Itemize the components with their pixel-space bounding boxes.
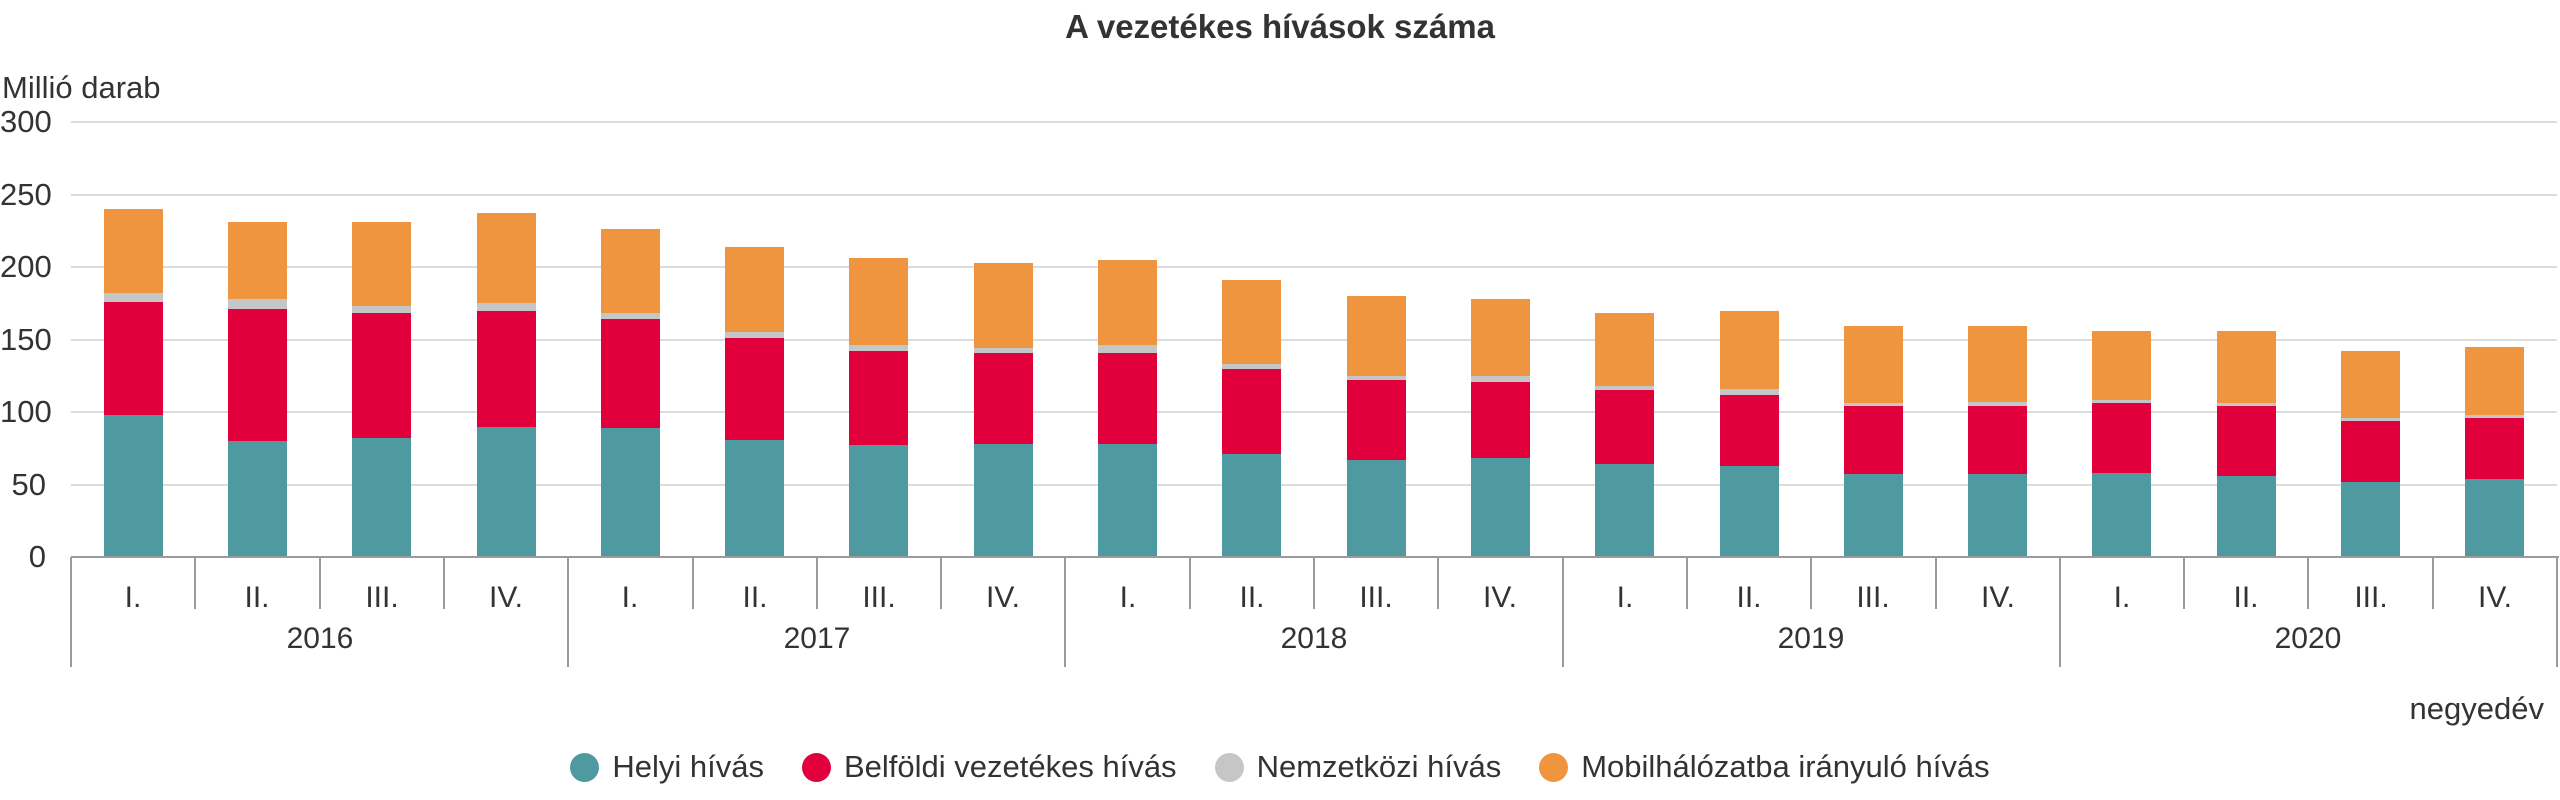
bar-segment-belfoldi-vezetekes-hivas <box>1844 406 1903 474</box>
y-tick-label: 200 <box>0 249 52 284</box>
bar-segment-belfoldi-vezetekes-hivas <box>1720 395 1779 466</box>
bar-segment-belfoldi-vezetekes-hivas <box>104 302 163 415</box>
bar-segment-helyi-hivas <box>1222 454 1281 557</box>
bar-segment-mobilhalozatba-iranyulo-hivas <box>1347 296 1406 376</box>
bar-segment-nemzetkozi-hivas <box>601 313 660 319</box>
x-tick-label-quarter: III. <box>1359 581 1393 614</box>
bar-segment-helyi-hivas <box>104 415 163 557</box>
bar-segment-helyi-hivas <box>352 438 411 557</box>
legend-swatch-icon <box>1215 753 1244 782</box>
y-tick-label: 50 <box>11 467 46 502</box>
bar-segment-helyi-hivas <box>1720 466 1779 557</box>
x-tick-label-year: 2020 <box>2274 622 2342 655</box>
x-tick-label-year: 2018 <box>1280 622 1348 655</box>
x-tick-label-quarter: IV. <box>489 581 523 614</box>
bar-segment-helyi-hivas <box>477 427 536 557</box>
bar-segment-helyi-hivas <box>228 441 287 557</box>
bar-segment-belfoldi-vezetekes-hivas <box>228 309 287 441</box>
bar-segment-helyi-hivas <box>1471 458 1530 557</box>
bar-segment-mobilhalozatba-iranyulo-hivas <box>352 222 411 306</box>
y-axis-unit-label: Millió darab <box>2 70 161 105</box>
bar-segment-belfoldi-vezetekes-hivas <box>1595 390 1654 464</box>
bar-segment-helyi-hivas <box>601 428 660 557</box>
x-tick-label-year: 2017 <box>783 622 851 655</box>
bar-segment-helyi-hivas <box>1844 474 1903 557</box>
bar-segment-mobilhalozatba-iranyulo-hivas <box>974 263 1033 348</box>
x-tick-label-year: 2019 <box>1777 622 1845 655</box>
bar-segment-helyi-hivas <box>2341 482 2400 557</box>
chart-title: A vezetékes hívások száma <box>1065 8 1495 45</box>
legend-label: Mobilhálózatba irányuló hívás <box>1581 749 1990 784</box>
x-tick-label-quarter: III. <box>365 581 399 614</box>
legend-label: Helyi hívás <box>612 749 764 784</box>
bar-segment-nemzetkozi-hivas <box>1968 402 2027 406</box>
bar-segment-mobilhalozatba-iranyulo-hivas <box>228 222 287 299</box>
bar-segment-belfoldi-vezetekes-hivas <box>1222 369 1281 454</box>
legend-item-nemzetkozi-hivas <box>1215 749 1502 785</box>
bar-segment-nemzetkozi-hivas <box>1595 386 1654 390</box>
x-tick-label-quarter: III. <box>2354 581 2388 614</box>
x-tick-label-quarter: I. <box>1616 581 1634 614</box>
bar-segment-mobilhalozatba-iranyulo-hivas <box>477 213 536 303</box>
gridline <box>71 484 2557 486</box>
bar-segment-nemzetkozi-hivas <box>1720 389 1779 395</box>
bar-segment-nemzetkozi-hivas <box>1098 345 1157 353</box>
legend-swatch-icon <box>570 753 599 782</box>
bar-segment-helyi-hivas <box>1968 474 2027 557</box>
x-tick-label-quarter: III. <box>862 581 896 614</box>
bar-segment-nemzetkozi-hivas <box>1222 364 1281 369</box>
legend-item-mobilhalozatba-iranyulo-hivas <box>1539 749 1989 785</box>
bar-segment-belfoldi-vezetekes-hivas <box>1471 382 1530 458</box>
bar-segment-belfoldi-vezetekes-hivas <box>601 319 660 428</box>
bar-segment-nemzetkozi-hivas <box>2217 403 2276 406</box>
bar-segment-helyi-hivas <box>1347 460 1406 557</box>
x-tick-label-quarter: I. <box>621 581 639 614</box>
gridline <box>71 194 2557 196</box>
x-tick-label-quarter: II. <box>244 581 270 614</box>
bar-segment-mobilhalozatba-iranyulo-hivas <box>1968 326 2027 402</box>
bar-segment-mobilhalozatba-iranyulo-hivas <box>1720 311 1779 389</box>
legend-swatch-icon <box>802 753 831 782</box>
legend-swatch-icon <box>1539 753 1568 782</box>
bar-segment-nemzetkozi-hivas <box>104 293 163 302</box>
x-tick-label-quarter: IV. <box>1483 581 1517 614</box>
x-tick-label-quarter: IV. <box>1981 581 2015 614</box>
bar-segment-nemzetkozi-hivas <box>2465 415 2524 418</box>
gridline <box>71 411 2557 413</box>
bar-segment-helyi-hivas <box>2465 479 2524 557</box>
bar-segment-nemzetkozi-hivas <box>477 303 536 311</box>
bar-segment-nemzetkozi-hivas <box>725 332 784 338</box>
bar-segment-nemzetkozi-hivas <box>849 345 908 351</box>
x-tick-label-quarter: I. <box>124 581 142 614</box>
bar-segment-mobilhalozatba-iranyulo-hivas <box>1471 299 1530 376</box>
y-tick-label: 0 <box>28 539 46 574</box>
bar-segment-belfoldi-vezetekes-hivas <box>1098 353 1157 444</box>
bar-segment-mobilhalozatba-iranyulo-hivas <box>1595 313 1654 386</box>
gridline <box>71 339 2557 341</box>
bar-segment-belfoldi-vezetekes-hivas <box>2217 406 2276 476</box>
bar-segment-nemzetkozi-hivas <box>1844 403 1903 406</box>
bar-segment-nemzetkozi-hivas <box>228 299 287 309</box>
bar-segment-belfoldi-vezetekes-hivas <box>725 338 784 440</box>
bar-segment-helyi-hivas <box>2217 476 2276 557</box>
legend-item-helyi-hivas <box>570 749 764 785</box>
x-tick-label-quarter: II. <box>742 581 768 614</box>
bar-segment-mobilhalozatba-iranyulo-hivas <box>104 209 163 293</box>
bar-segment-belfoldi-vezetekes-hivas <box>477 311 536 427</box>
bar-segment-helyi-hivas <box>725 440 784 557</box>
x-tick-label-quarter: IV. <box>986 581 1020 614</box>
legend <box>0 749 2560 785</box>
x-tick-label-quarter: I. <box>2113 581 2131 614</box>
x-axis-unit-label: negyedév <box>2409 691 2544 726</box>
bar-segment-mobilhalozatba-iranyulo-hivas <box>2217 331 2276 403</box>
bar-segment-mobilhalozatba-iranyulo-hivas <box>849 258 908 345</box>
bar-segment-mobilhalozatba-iranyulo-hivas <box>1844 326 1903 403</box>
x-tick-label-quarter: IV. <box>2478 581 2512 614</box>
bar-segment-belfoldi-vezetekes-hivas <box>352 313 411 438</box>
bar-segment-helyi-hivas <box>849 445 908 557</box>
bar-segment-helyi-hivas <box>1595 464 1654 557</box>
bar-segment-mobilhalozatba-iranyulo-hivas <box>2092 331 2151 400</box>
bar-segment-belfoldi-vezetekes-hivas <box>1347 380 1406 460</box>
bar-segment-belfoldi-vezetekes-hivas <box>2341 421 2400 482</box>
y-tick-label: 150 <box>0 322 52 357</box>
y-tick-label: 250 <box>0 177 52 212</box>
bar-segment-belfoldi-vezetekes-hivas <box>2092 403 2151 473</box>
x-tick-label-quarter: II. <box>1736 581 1762 614</box>
bar-segment-mobilhalozatba-iranyulo-hivas <box>1222 280 1281 364</box>
bar-segment-nemzetkozi-hivas <box>974 348 1033 353</box>
gridline <box>71 266 2557 268</box>
bar-segment-mobilhalozatba-iranyulo-hivas <box>2465 347 2524 415</box>
legend-label: Belföldi vezetékes hívás <box>843 749 1177 784</box>
bar-segment-helyi-hivas <box>1098 444 1157 557</box>
bar-segment-nemzetkozi-hivas <box>2341 418 2400 421</box>
legend-label: Nemzetközi hívás <box>1256 749 1502 784</box>
bar-segment-belfoldi-vezetekes-hivas <box>974 353 1033 444</box>
gridline <box>71 121 2557 123</box>
bar-segment-nemzetkozi-hivas <box>1347 376 1406 380</box>
bar-segment-helyi-hivas <box>974 444 1033 557</box>
legend-item-belfoldi-vezetekes-hivas <box>802 749 1177 785</box>
bar-segment-mobilhalozatba-iranyulo-hivas <box>601 229 660 313</box>
bar-segment-mobilhalozatba-iranyulo-hivas <box>725 247 784 332</box>
x-tick-label-quarter: I. <box>1119 581 1137 614</box>
x-tick-label-year: 2016 <box>286 622 354 655</box>
x-tick-label-quarter: III. <box>1856 581 1890 614</box>
y-tick-label: 300 <box>0 104 52 139</box>
bar-segment-mobilhalozatba-iranyulo-hivas <box>2341 351 2400 418</box>
bar-segment-mobilhalozatba-iranyulo-hivas <box>1098 260 1157 345</box>
y-tick-label: 100 <box>0 394 52 429</box>
bar-segment-nemzetkozi-hivas <box>1471 376 1530 382</box>
bar-segment-belfoldi-vezetekes-hivas <box>849 351 908 445</box>
x-tick-label-quarter: II. <box>2233 581 2259 614</box>
bar-segment-belfoldi-vezetekes-hivas <box>1968 406 2027 474</box>
bar-segment-helyi-hivas <box>2092 473 2151 557</box>
x-tick-label-quarter: II. <box>1239 581 1265 614</box>
bar-segment-belfoldi-vezetekes-hivas <box>2465 418 2524 479</box>
bar-segment-nemzetkozi-hivas <box>2092 400 2151 403</box>
bar-segment-nemzetkozi-hivas <box>352 306 411 313</box>
